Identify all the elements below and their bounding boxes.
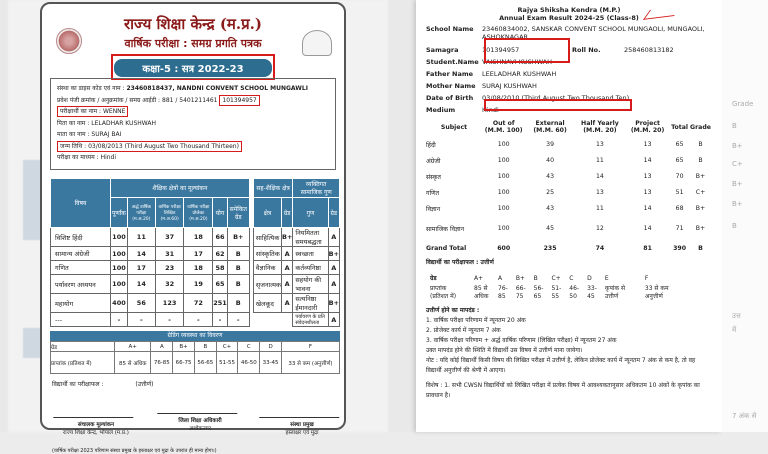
table-row-total: Grand Total 600 235 74 81 390 B (426, 244, 703, 252)
ids-line: प्रवेश पंजी क्रमांक / अनुक्रमांक / समग्र आईडी : 881 / 5401211461 101394957 (57, 95, 329, 107)
result-line: विद्यार्थी का परीक्षाफल : (उत्तीर्ण) (52, 381, 154, 388)
criteria-item: 3. वार्षिक परीक्षा परिणाम + अर्द्ध वार्षिक परिणाम (लिखित परीक्षा) में न्यूनतम 27 अंक (426, 337, 617, 344)
result-title: Rajya Shiksha Kendra (M.P.) (517, 6, 621, 14)
table-row-total: महायोग 400 56 123 72 251 B खेलकूद A सत्यनिष्ठा ईमानदारी B+ (51, 294, 340, 313)
signature-deo: जिला शिक्षा अधिकारी अशोकनगर (160, 398, 240, 432)
card-header (48, 8, 338, 75)
medium-line: परीक्षा का माध्यम : Hindi (57, 154, 117, 161)
table-row: विशिष्ट हिंदी 100 11 37 18 66 B+ साहित्यिक B+ नियमितता समयबद्धता A (51, 228, 340, 247)
criteria-item: 1. वार्षिक परीक्षा परिणाम में न्यूनतम 20 अंक (426, 317, 526, 324)
dob-line (57, 141, 329, 153)
student-fields: School Name 23460834002, SANSKAR CONVENT SCHOOL MUNGAOLI, MUNGAOLI, ASHOKNAGAR Samagra 101394957 Roll No. 258460813182 Student.Name VAISHNAVI KUSHWAH Father Name LEELADHAR KUSHWAH Mother Name SURAJ KUSHWAH Date of Birth 03/08/2010 (Third August Two Thousand Ten) Medium Hindi (426, 25, 705, 114)
signature-scribble (259, 402, 345, 418)
table-row: विज्ञान 100 43 11 14 68 B+ (426, 204, 706, 213)
table-row: सामाजिक विज्ञान 100 45 12 14 71 B+ (426, 224, 706, 233)
student-name-line (57, 106, 329, 118)
student-info-box (50, 78, 336, 170)
mother-name-line: माता का नाम : SURAJ BAI (57, 131, 122, 138)
table-row: पर्यावरण अध्ययन 100 14 32 19 65 B सृजनात्मक A सहयोग की भावना A (51, 275, 340, 294)
mp-emblem-logo (56, 28, 82, 54)
table-row: गणित 100 17 23 18 58 B वैज्ञानिक A कर्तव्यनिष्ठा A (51, 261, 340, 275)
table-row: संस्कृत 100 43 14 13 70 B+ (426, 172, 706, 181)
result-marks-table: Subject Out of (M.M. 100) External (M.M. 60) Half Yearly (M.M. 20) Project (M.M. 20) Total Grade हिंदी 100 39 13 13 65 B अंग्रेजी 100 40 11 14 65 B संस्कृत 100 43 14 13 70 B+ गणित 100 25 13 13 51 C+ विज्ञान 100 43 11 14 68 B+ सामाजिक विज्ञान 100 45 12 14 71 B+ Grand Total 600 235 74 81 390 B (426, 118, 712, 256)
signature-scribble (53, 402, 139, 418)
progress-report-card-2022-23 (40, 2, 346, 454)
class-session: कक्षा-5 : सत्र 2022-23 (114, 59, 271, 77)
signatures (48, 388, 338, 448)
signature-principal: संस्था प्रमुख हस्ताक्षर एवं मुद्रा (262, 402, 342, 436)
footnote: (वार्षिक परीक्षा 2023 परिणाम संस्था प्रमुख के हस्ताक्षर एवं मुद्रा के उपरांत ही मान्य होगा।) (52, 448, 217, 454)
card-title: राज्य शिक्षा केन्द्र (म.प्र.) (124, 15, 262, 33)
table-row: हिंदी 100 39 13 13 65 B (426, 140, 703, 149)
special-note: विशेष : 1. सभी CWSN विद्यार्थियों को लिखित परीक्षा में प्रत्येक विषय में आवश्यकतानुसार अधिकतम 10 अंकों के कृपांक का प्रावधान है। (426, 382, 700, 399)
criteria-item: 2. प्रोजेक्ट कार्य में न्यूनतम 7 अंक (426, 327, 501, 334)
grading-scale: ग्रेड A+ A B+ B C+ C D E F प्राप्तांक (प्रतिशत में) 85 से अधिक 76-85 66-75 56-65 51-55 46-50 33-45 कृपांक से उत्तीर्ण 33 से कम अनुत्तीर्ण (430, 275, 669, 300)
table-row: अंग्रेजी 100 40 11 14 65 B (426, 156, 703, 165)
rsk-building-logo (302, 30, 332, 56)
marks-table: विषय शैक्षिक क्षेत्रों का मूल्यांकन सह-शैक्षिक क्षेत्र व्यक्तिगत सामाजिक गुण पूर्णांक अर्द्ध वार्षिक परीक्षा (म.अ.20) वार्षिक परीक्षा लिखित (म.अ.60) वार्षिक परीक्षा प्रोजेक्ट (म.अ.20) योग समेकित ग्रेड क्षेत्र ग्रेड गुण ग्रेड विशिष्ट हिंदी 100 11 37 18 66 B+ साहित्यिक B+ नियमितता समयबद्धता A सामान्य अंग्रेजी 100 14 31 17 62 B सांस्कृतिक A स्वच्छता B+ गणित 100 17 23 18 58 B वैज्ञानिक A कर्तव्यनिष्ठा A पर्यावरण अध्ययन 100 14 32 19 65 B सृजनात्मक A सहयोग की भावना A महायोग 400 56 123 72 251 B खेलकूद A सत्यनिष्ठा ईमानदारी B+ --- - - - - - - पर्यावरण के प्रति संवेदनशीलता A (50, 178, 340, 327)
table-row: --- - - - - - - पर्यावरण के प्रति संवेदनशीलता A (51, 313, 340, 327)
table-row: सामान्य अंग्रेजी 100 14 31 17 62 B सांस्कृतिक A स्वच्छता B+ (51, 247, 340, 261)
father-name-line: पिता का नाम : LELADHAR KUSHWAH (57, 119, 156, 127)
school-line: संस्था का डाइस कोड एवं नाम : 23460818437, NANDNI CONVENT SCHOOL MUNGAWLI (57, 85, 308, 92)
samagra-id-highlight: 101394957 (219, 95, 259, 106)
student-name-highlight: परीक्षार्थी का नाम : WENNE (57, 106, 128, 117)
samagra-name-highlight (484, 38, 570, 63)
grading-scale: ग्रेडिंग व्यवस्था का विवरण ग्रेड A+ A B+ B C+ C D F प्राप्तांक (प्रतिशत में) 85 से अधिक 76-85 66-75 56-65 51-55 46-50 33-45 33 से कम (अनुत्तीर्ण) (50, 331, 340, 374)
card-subtitle: वार्षिक परीक्षा : समग्र प्रगति पत्रक (124, 37, 262, 50)
table-row: गणित 100 25 13 13 51 C+ (426, 188, 706, 197)
result-subtitle: Annual Exam Result 2024-25 (Class-8) (499, 14, 639, 22)
signature-director: संचालक मूल्यांकन राज्य शिक्षा केन्द्र, भोपाल (म.प्र.) (56, 402, 136, 436)
signature-scribble (157, 398, 243, 414)
dob-highlight: जन्म तिथि : 03/08/2013 (Third August Two Thousand Thirteen) (57, 141, 242, 152)
criteria-title: उत्तीर्ण होने का मापदंड : (426, 307, 480, 314)
criteria-note: नोट : यदि कोई विद्यार्थी किसी विषय की लिखित परीक्षा में उत्तीर्ण है, लेकिन प्रोजेक्ट कार्य में न्यूनतम 7 अंक से कम है, तो वह विद्यार्थी अनुत्तीर्ण की श्रेणी में आएगा। (426, 357, 696, 374)
annual-result-2024-25 (416, 0, 722, 432)
criteria-item: उक्त मापदंड होने की स्थिति में विद्यार्थी उस विषय में उत्तीर्ण माना जायेगा। (426, 347, 583, 354)
dob-highlight (484, 99, 632, 111)
result-line: विद्यार्थी का परीक्षाफल : उत्तीर्ण (426, 259, 494, 266)
class-session-highlight (111, 54, 274, 80)
background-page-faded: Grade B B+ C+ B+ B+ B उत्त में 7 अंक से (722, 0, 768, 432)
